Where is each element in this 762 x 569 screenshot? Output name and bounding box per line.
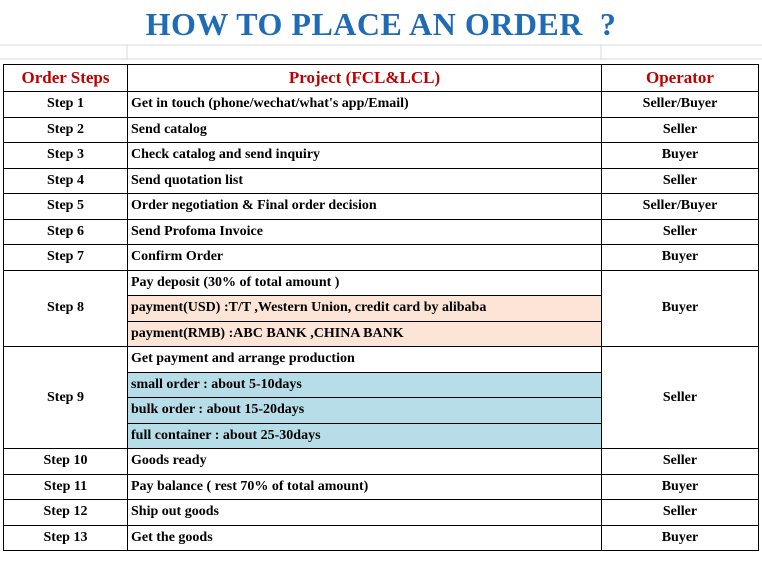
project-cell: Confirm Order xyxy=(128,245,602,271)
operator-cell: Seller/Buyer xyxy=(602,92,759,118)
bulk-order-cell: bulk order : about 15-20days xyxy=(128,398,602,424)
operator-cell: Seller xyxy=(602,347,759,449)
operator-cell: Seller xyxy=(602,219,759,245)
table-header-row xyxy=(4,65,759,92)
step-cell: Step 12 xyxy=(4,500,128,526)
table-row xyxy=(4,270,759,296)
table-row xyxy=(4,219,759,245)
operator-cell: Buyer xyxy=(602,525,759,551)
step-cell: Step 11 xyxy=(4,474,128,500)
step-cell: Step 5 xyxy=(4,194,128,220)
header-order-steps: Order Steps xyxy=(4,65,128,92)
step-cell: Step 7 xyxy=(4,245,128,271)
operator-cell: Seller xyxy=(602,449,759,475)
project-cell: Send catalog xyxy=(128,117,602,143)
table-row xyxy=(4,245,759,271)
table-row xyxy=(4,117,759,143)
operator-cell: Buyer xyxy=(602,474,759,500)
step-cell: Step 13 xyxy=(4,525,128,551)
operator-cell: Buyer xyxy=(602,270,759,347)
project-cell: Order negotiation & Final order decision xyxy=(128,194,602,220)
step-cell: Step 3 xyxy=(4,143,128,169)
table-row xyxy=(4,194,759,220)
project-cell: Goods ready xyxy=(128,449,602,475)
operator-cell: Seller xyxy=(602,168,759,194)
operator-cell: Seller/Buyer xyxy=(602,194,759,220)
project-cell: Get the goods xyxy=(128,525,602,551)
full-container-cell: full container : about 25-30days xyxy=(128,423,602,449)
table-row xyxy=(4,525,759,551)
project-cell: Send quotation list xyxy=(128,168,602,194)
project-cell: Check catalog and send inquiry xyxy=(128,143,602,169)
project-cell: Ship out goods xyxy=(128,500,602,526)
table-row xyxy=(4,449,759,475)
table-row xyxy=(4,474,759,500)
payment-rmb-cell: payment(RMB) :ABC BANK ,CHINA BANK xyxy=(128,321,602,347)
table-row xyxy=(4,143,759,169)
operator-cell: Buyer xyxy=(602,245,759,271)
payment-usd-cell: payment(USD) :T/T ,Western Union, credit card by alibaba xyxy=(128,296,602,322)
step-cell: Step 2 xyxy=(4,117,128,143)
small-order-cell: small order : about 5-10days xyxy=(128,372,602,398)
step-cell: Step 8 xyxy=(4,270,128,347)
table-row xyxy=(4,347,759,373)
header-operator: Operator xyxy=(602,65,759,92)
header-project: Project (FCL&LCL) xyxy=(128,65,602,92)
project-cell: Send Profoma Invoice xyxy=(128,219,602,245)
step-cell: Step 1 xyxy=(4,92,128,118)
operator-cell: Seller xyxy=(602,500,759,526)
operator-cell: Seller xyxy=(602,117,759,143)
operator-cell: Buyer xyxy=(602,143,759,169)
order-steps-table xyxy=(3,64,759,551)
table-row xyxy=(4,500,759,526)
step-cell: Step 10 xyxy=(4,449,128,475)
step-cell: Step 4 xyxy=(4,168,128,194)
table-row xyxy=(4,92,759,118)
project-cell: Get in touch (phone/wechat/what's app/Email) xyxy=(128,92,602,118)
step-cell: Step 9 xyxy=(4,347,128,449)
table-row xyxy=(4,168,759,194)
page-title: HOW TO PLACE AN ORDER ? xyxy=(145,6,617,42)
step-cell: Step 6 xyxy=(4,219,128,245)
project-cell: Pay deposit (30% of total amount ) xyxy=(128,270,602,296)
project-cell: Get payment and arrange production xyxy=(128,347,602,373)
project-cell: Pay balance ( rest 70% of total amount) xyxy=(128,474,602,500)
